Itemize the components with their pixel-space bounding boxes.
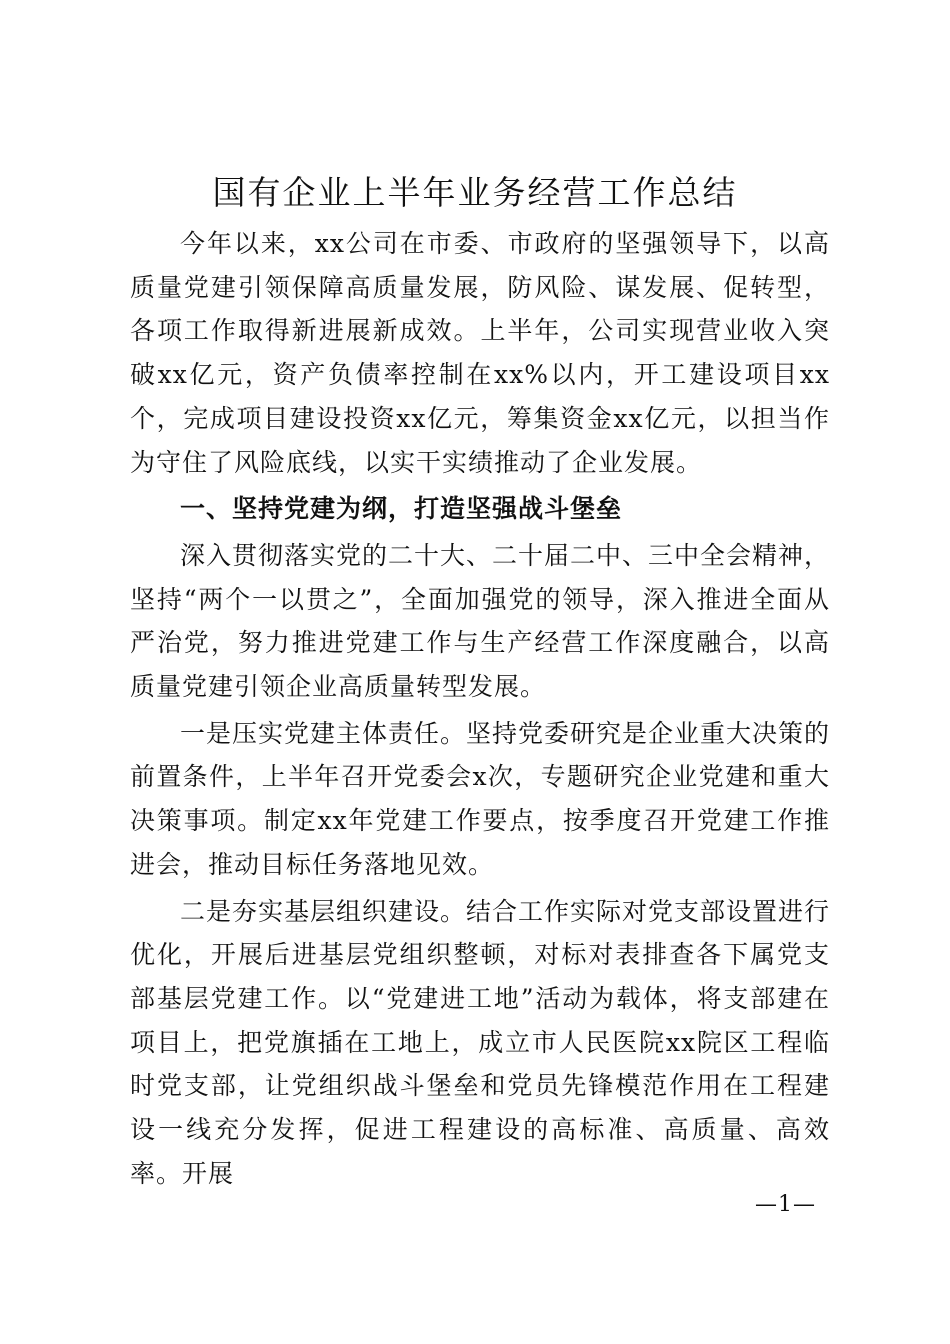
point-one-paragraph: 一是压实党建主体责任。坚持党委研究是企业重大决策的前置条件，上半年召开党委会x次，专题研究企业党建和重大决策事项。制定xx年党建工作要点，按季度召开党建工作推进会，推动目标任务落地见效。 bbox=[130, 718, 831, 879]
intro-paragraph: 今年以来，xx公司在市委、市政府的坚强领导下，以高质量党建引领保障高质量发展，防风险、谋发展、促转型，各项工作取得新进展新成效。上半年，公司实现营业收入突破xx亿元，资产负债率控制在xx%以内，开工建设项目xx个，完成项目建设投资xx亿元，筹集资金xx亿元，以担当作为守住了风险底线，以实干实绩推动了企业发展。 bbox=[130, 229, 830, 477]
document-title: 国有企业上半年业务经营工作总结 bbox=[212, 173, 738, 212]
point-two-paragraph: 二是夯实基层组织建设。结合工作实际对党支部设置进行优化，开展后进基层党组织整顿，对标对表排查各下属党支部基层党建工作。以“党建进工地”活动为载体，将支部建在项目上，把党旗插在工地上，成立市人民医院xx院区工程临时党支部，让党组织战斗堡垒和党员先锋模范作用在工程建设一线充分发挥，促进工程建设的高标准、高质量、高效率。开展 bbox=[130, 896, 831, 1188]
document-body bbox=[130, 222, 830, 1195]
page-number: —1— bbox=[755, 1192, 816, 1217]
section-heading: 一、坚持党建为纲，打造坚强战斗堡垒 bbox=[180, 494, 623, 524]
section-paragraph: 深入贯彻落实党的二十大、二十届二中、三中全会精神，坚持“两个一以贯之”，全面加强党的领导，深入推进全面从严治党，努力推进党建工作与生产经营工作深度融合，以高质量党建引领企业高质量转型发展。 bbox=[130, 540, 831, 702]
